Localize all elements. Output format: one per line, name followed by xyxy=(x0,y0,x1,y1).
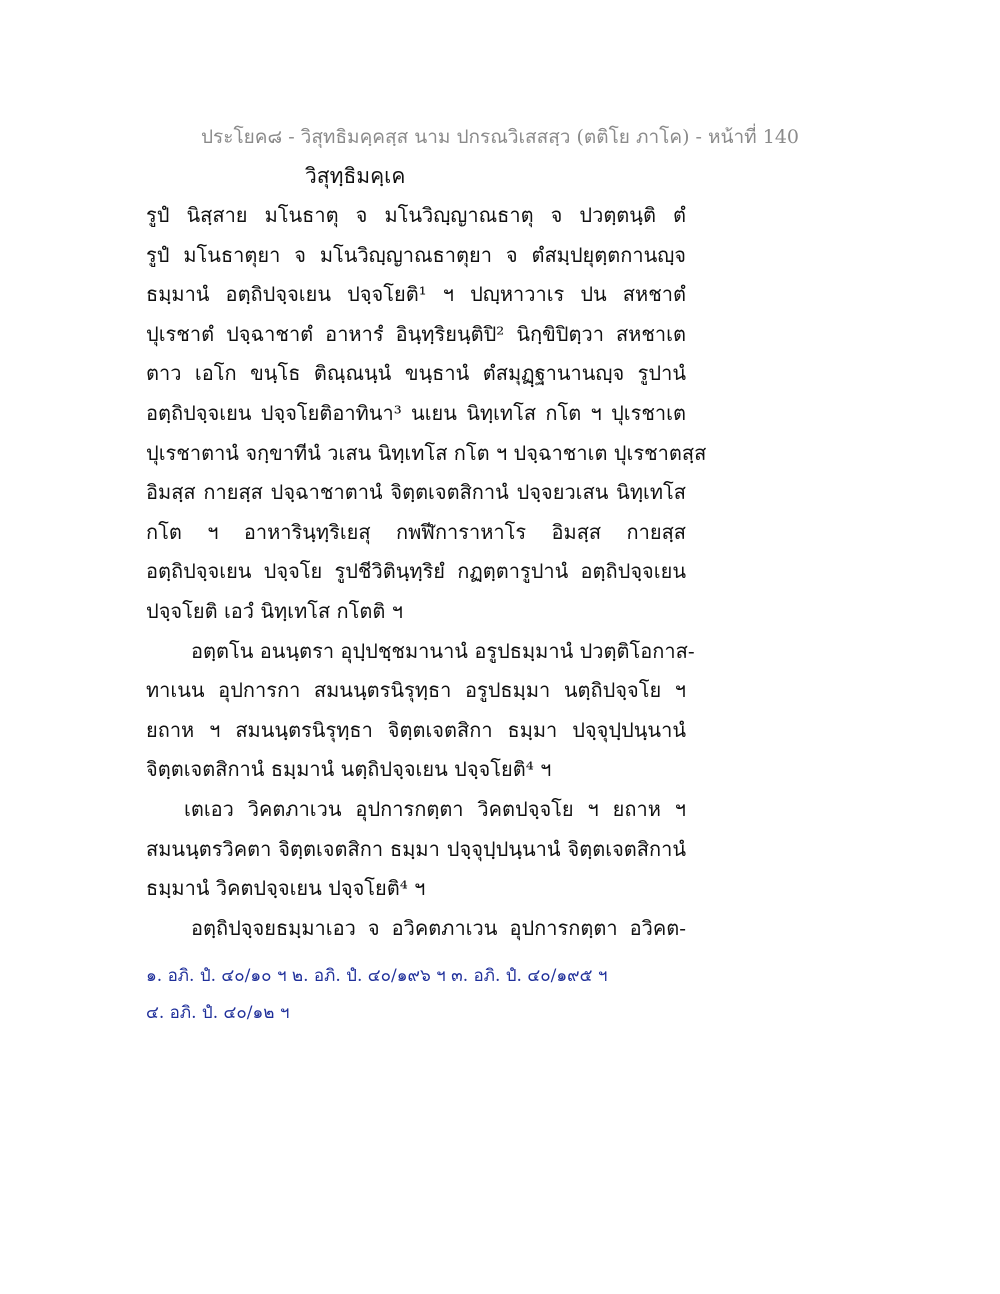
footnotes xyxy=(146,958,607,1032)
text-line: ยถาห ฯ สมนนฺตรนิรุทฺธา จิตฺตเจตสิกา ธมฺมา ปจฺจุปฺปนฺนานํ xyxy=(146,717,686,742)
footnote-line: ๑. อภิ. ปํ. ๔๐/๑๐ ฯ ๒. อภิ. ปํ. ๔๐/๑๙๖ ฯ ๓. อภิ. ปํ. ๔๐/๑๙๕ ฯ xyxy=(146,966,608,986)
text-line: ปจฺจโยติ เอวํ นิทฺเทโส กโตติ ฯ xyxy=(146,598,403,623)
text-line: ปุเรชาตํ ปจฺฉาชาตํ อาหารํ อินฺทฺริยนฺติปิ² นิกฺขิปิตฺวา สหชาเต xyxy=(146,321,686,346)
text-line: ปุเรชาตานํ จกฺขาทีนํ วเสน นิทฺเทโส กโต ฯ ปจฺฉาชาเต ปุเรชาตสฺส xyxy=(146,440,707,465)
text-line: รูปํ นิสฺสาย มโนธาตุ จ มโนวิญฺญาณธาตุ จ ปวตฺตนฺติ ตํ xyxy=(146,203,686,227)
text-line: อิมสฺส กายสฺส ปจฺฉาชาตานํ จิตฺตเจตสิกานํ ปจฺจยวเสน นิทฺเทโส xyxy=(146,480,686,505)
text-line: ตาว เอโก ขนฺโธ ติณฺณนฺนํ ขนฺธานํ ตํสมุฏฺฐานานญฺจ รูปานํ xyxy=(146,361,686,386)
text-line: อตฺถิปจฺจเยน ปจฺจโย รูปชีวิตินฺทฺริยํ กฏตฺตารูปานํ อตฺถิปจฺจเยน xyxy=(146,559,686,584)
text-line: กโต ฯ อาหารินฺทฺริเยสุ กพฬีการาหาโร อิมสฺส กายสฺส xyxy=(146,519,686,544)
footnote-line: ๔. อภิ. ปํ. ๔๐/๑๒ ฯ xyxy=(146,1003,290,1023)
text-line: ธมฺมานํ อตฺถิปจฺจเยน ปจฺจโยติ¹ ฯ ปญฺหาวาเร ปน สหชาตํ xyxy=(146,282,686,307)
text-line: ธมฺมานํ วิคตปจฺจเยน ปจฺจโยติ⁴ ฯ xyxy=(146,876,426,901)
body-text xyxy=(146,196,707,948)
text-line: อตฺตโน อนนฺตรา อุปฺปชฺชมานานํ อรูปธมฺมานํ ปวตฺติโอกาส- xyxy=(191,638,695,663)
text-line: ทาเนน อุปการกา สมนนฺตรนิรุทฺธา อรูปธมฺมา นตฺถิปจฺจโย ฯ xyxy=(146,678,686,703)
text-line: อตฺถิปจฺจยธมฺมาเอว จ อวิคตภาเวน อุปการกตฺตา อวิคต- xyxy=(191,915,686,940)
text-line: จิตฺตเจตสิกานํ ธมฺมานํ นตฺถิปจฺจเยน ปจฺจโยติ⁴ ฯ xyxy=(146,757,552,782)
page-title: วิสุทฺธิมคฺเค xyxy=(305,164,406,188)
text-line: สมนนฺตรวิคตา จิตฺตเจตสิกา ธมฺมา ปจฺจุปฺปนฺนานํ จิตฺตเจตสิกานํ xyxy=(146,836,686,861)
page-header: ประโยค๘ - วิสุทธิมคฺคสฺส นาม ปกรณวิเสสสฺว (ตติโย ภาโค) - หน้าที่ 140 xyxy=(200,126,800,148)
text-line: รูปํ มโนธาตุยา จ มโนวิญฺญาณธาตุยา จ ตํสมฺปยุตฺตกานญฺจ xyxy=(146,242,686,267)
text-line: อตฺถิปจฺจเยน ปจฺจโยติอาทินา³ นเยน นิทฺเทโส กโต ฯ ปุเรชาเต xyxy=(146,400,686,425)
text-line: เตเอว วิคตภาเวน อุปการกตฺตา วิคตปจฺจโย ฯ ยถาห ฯ xyxy=(184,796,686,821)
